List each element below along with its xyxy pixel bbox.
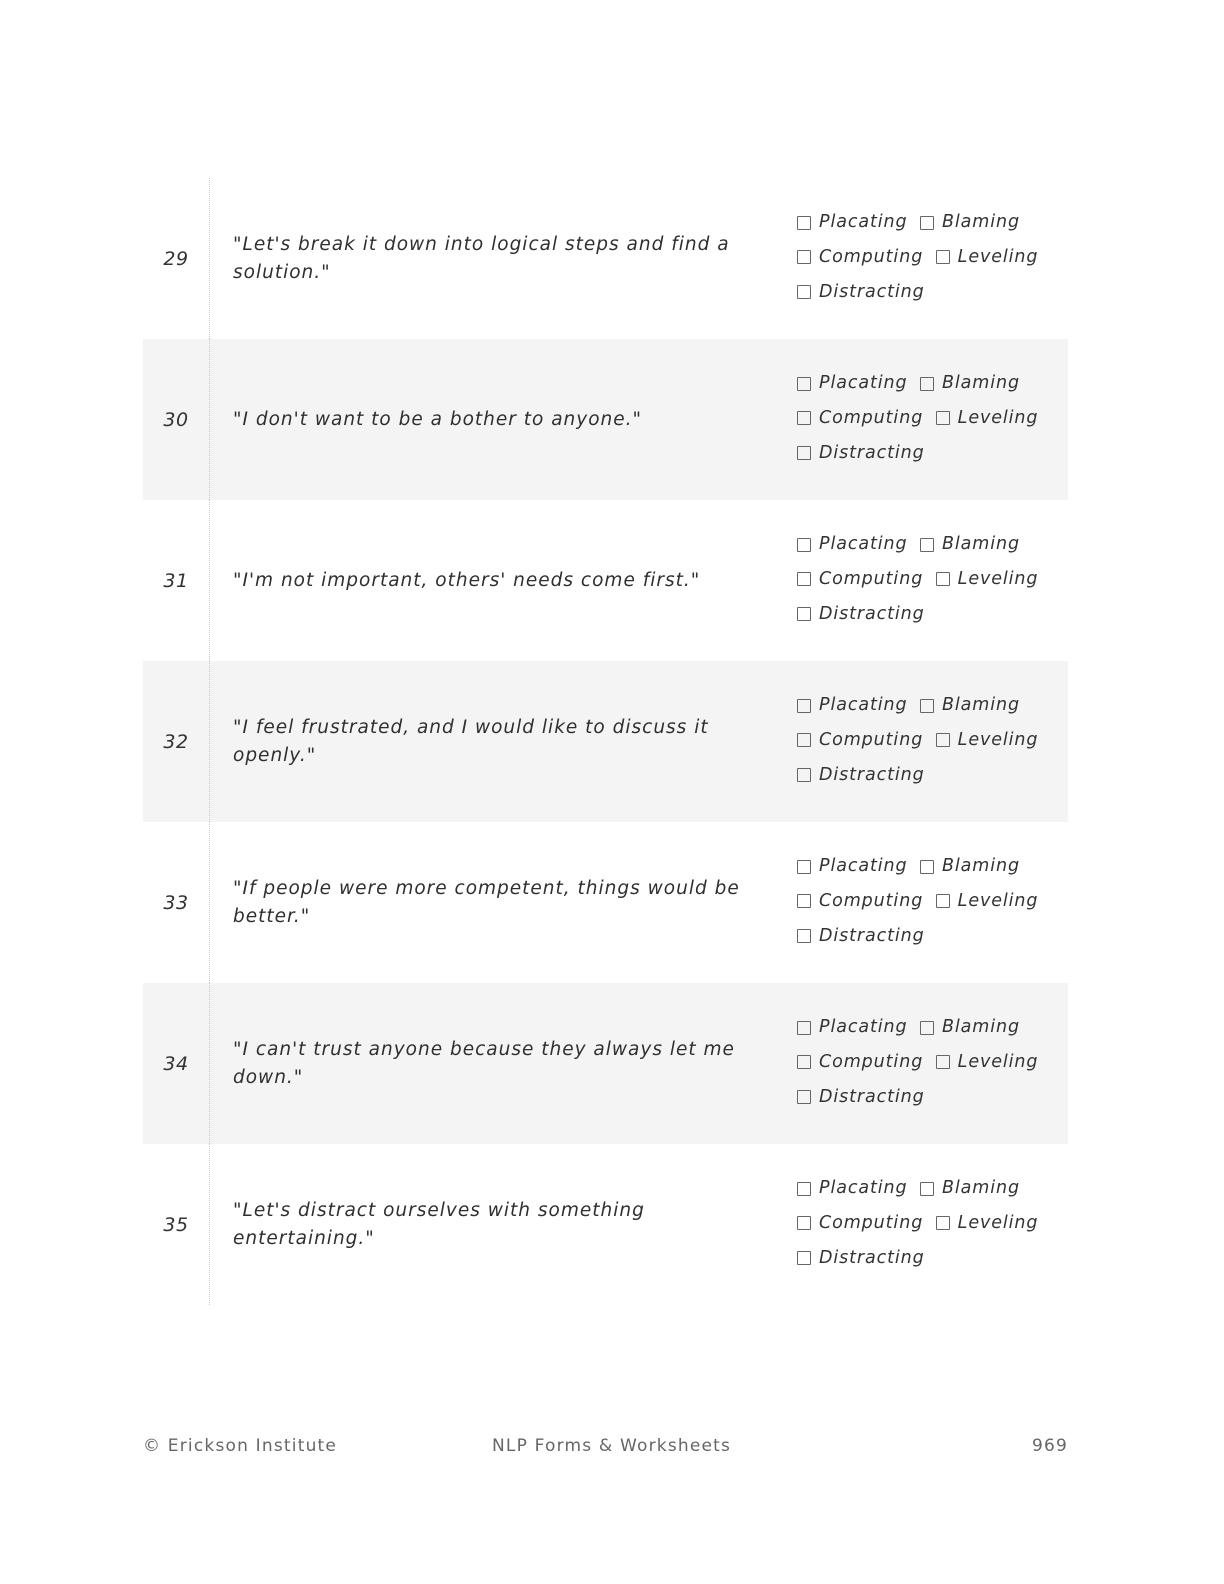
option-label: Placating: [819, 212, 908, 233]
option-distracting[interactable]: [797, 437, 925, 470]
option-label: Distracting: [819, 925, 925, 946]
checkbox-distracting[interactable]: [797, 929, 811, 943]
option-label: Distracting: [819, 603, 925, 624]
checkbox-distracting[interactable]: [797, 768, 811, 782]
option-label: Computing: [819, 1052, 924, 1073]
option-label: Distracting: [819, 1086, 925, 1107]
option-distracting[interactable]: [797, 598, 925, 631]
checkbox-leveling[interactable]: [936, 1055, 950, 1069]
row-number: 34: [163, 1052, 189, 1075]
column-divider: [209, 983, 210, 1144]
checkbox-leveling[interactable]: [936, 1216, 950, 1230]
option-blaming[interactable]: [920, 367, 1020, 400]
row-number: 33: [163, 891, 189, 914]
checkbox-leveling[interactable]: [936, 894, 950, 908]
option-label: Distracting: [819, 1247, 925, 1268]
option-label: Blaming: [941, 212, 1020, 233]
option-leveling[interactable]: [936, 1046, 1039, 1079]
option-leveling[interactable]: [936, 885, 1039, 918]
table-row-32: [143, 661, 1068, 822]
option-computing[interactable]: [797, 724, 923, 757]
option-group: [797, 206, 1057, 310]
option-computing[interactable]: [797, 241, 923, 274]
option-leveling[interactable]: [936, 1207, 1039, 1240]
checkbox-blaming[interactable]: [920, 377, 934, 391]
checkbox-blaming[interactable]: [920, 1182, 934, 1196]
option-label: Distracting: [819, 764, 925, 785]
option-label: Leveling: [957, 569, 1039, 590]
checkbox-leveling[interactable]: [936, 250, 950, 264]
option-group: [797, 1011, 1057, 1115]
option-group: [797, 689, 1057, 793]
column-divider: [209, 1144, 210, 1305]
checkbox-placating[interactable]: [797, 216, 811, 230]
option-label: Leveling: [957, 891, 1039, 912]
option-placating[interactable]: [797, 689, 908, 722]
option-label: Leveling: [957, 408, 1039, 429]
page-number: 969: [1031, 1436, 1068, 1456]
row-number: 35: [163, 1213, 189, 1236]
table-row-29: [143, 178, 1068, 339]
worksheet-table: [143, 178, 1068, 1305]
checkbox-distracting[interactable]: [797, 1251, 811, 1265]
option-blaming[interactable]: [920, 206, 1020, 239]
option-label: Computing: [819, 730, 924, 751]
option-computing[interactable]: [797, 402, 923, 435]
table-row-33: [143, 822, 1068, 983]
option-label: Computing: [819, 891, 924, 912]
option-label: Leveling: [957, 1052, 1039, 1073]
option-distracting[interactable]: [797, 276, 925, 309]
checkbox-computing[interactable]: [797, 250, 811, 264]
checkbox-placating[interactable]: [797, 377, 811, 391]
option-distracting[interactable]: [797, 1242, 925, 1275]
checkbox-leveling[interactable]: [936, 572, 950, 586]
row-number: 32: [163, 730, 189, 753]
option-placating[interactable]: [797, 1172, 908, 1205]
statement-text: "I'm not important, others' needs come first.": [233, 569, 701, 591]
option-computing[interactable]: [797, 885, 923, 918]
statement-text: "I can't trust anyone because they always let me down.": [233, 1038, 735, 1088]
option-computing[interactable]: [797, 1207, 923, 1240]
option-label: Computing: [819, 569, 924, 590]
checkbox-distracting[interactable]: [797, 1090, 811, 1104]
statement-text: "I don't want to be a bother to anyone.": [233, 408, 643, 430]
checkbox-leveling[interactable]: [936, 733, 950, 747]
option-label: Placating: [819, 534, 908, 555]
checkbox-computing[interactable]: [797, 411, 811, 425]
footer-copyright: © Erickson Institute: [143, 1436, 338, 1456]
option-label: Computing: [819, 1213, 924, 1234]
option-group: [797, 367, 1057, 471]
option-label: Leveling: [957, 730, 1039, 751]
option-label: Distracting: [819, 442, 925, 463]
column-divider: [209, 661, 210, 822]
column-divider: [209, 822, 210, 983]
option-distracting[interactable]: [797, 920, 925, 953]
checkbox-placating[interactable]: [797, 1021, 811, 1035]
option-label: Placating: [819, 695, 908, 716]
checkbox-blaming[interactable]: [920, 860, 934, 874]
option-placating[interactable]: [797, 1011, 908, 1044]
checkbox-placating[interactable]: [797, 860, 811, 874]
option-label: Blaming: [941, 373, 1020, 394]
checkbox-distracting[interactable]: [797, 607, 811, 621]
column-divider: [209, 178, 210, 339]
checkbox-distracting[interactable]: [797, 285, 811, 299]
option-group: [797, 528, 1057, 632]
statement-text: "Let's break it down into logical steps and find a solution.": [233, 233, 730, 283]
option-blaming[interactable]: [920, 1172, 1020, 1205]
checkbox-placating[interactable]: [797, 538, 811, 552]
checkbox-blaming[interactable]: [920, 216, 934, 230]
option-leveling[interactable]: [936, 563, 1039, 596]
option-group: [797, 1172, 1057, 1276]
option-label: Placating: [819, 373, 908, 394]
option-label: Leveling: [957, 1213, 1039, 1234]
checkbox-placating[interactable]: [797, 699, 811, 713]
option-placating[interactable]: [797, 528, 908, 561]
checkbox-computing[interactable]: [797, 894, 811, 908]
footer-title: NLP Forms & Worksheets: [492, 1436, 732, 1456]
statement-text: "If people were more competent, things would be better.": [233, 877, 740, 927]
option-leveling[interactable]: [936, 402, 1039, 435]
checkbox-blaming[interactable]: [920, 538, 934, 552]
option-group: [797, 850, 1057, 954]
row-number: 31: [163, 569, 189, 592]
option-placating[interactable]: [797, 850, 908, 883]
option-blaming[interactable]: [920, 528, 1020, 561]
option-label: Blaming: [941, 695, 1020, 716]
option-label: Computing: [819, 247, 924, 268]
table-row-31: [143, 500, 1068, 661]
option-blaming[interactable]: [920, 689, 1020, 722]
option-label: Blaming: [941, 534, 1020, 555]
option-label: Distracting: [819, 281, 925, 302]
option-computing[interactable]: [797, 563, 923, 596]
option-blaming[interactable]: [920, 1011, 1020, 1044]
option-placating[interactable]: [797, 367, 908, 400]
checkbox-computing[interactable]: [797, 1216, 811, 1230]
column-divider: [209, 500, 210, 661]
option-label: Placating: [819, 1017, 908, 1038]
option-distracting[interactable]: [797, 1081, 925, 1114]
table-row-35: [143, 1144, 1068, 1305]
option-leveling[interactable]: [936, 724, 1039, 757]
checkbox-blaming[interactable]: [920, 699, 934, 713]
option-placating[interactable]: [797, 206, 908, 239]
option-label: Blaming: [941, 1178, 1020, 1199]
option-label: Blaming: [941, 1017, 1020, 1038]
option-blaming[interactable]: [920, 850, 1020, 883]
option-label: Placating: [819, 1178, 908, 1199]
checkbox-computing[interactable]: [797, 1055, 811, 1069]
row-number: 29: [163, 247, 189, 270]
option-label: Blaming: [941, 856, 1020, 877]
statement-text: "Let's distract ourselves with something entertaining.": [233, 1199, 645, 1249]
checkbox-distracting[interactable]: [797, 446, 811, 460]
column-divider: [209, 339, 210, 500]
checkbox-placating[interactable]: [797, 1182, 811, 1196]
checkbox-leveling[interactable]: [936, 411, 950, 425]
option-label: Computing: [819, 408, 924, 429]
checkbox-computing[interactable]: [797, 572, 811, 586]
checkbox-computing[interactable]: [797, 733, 811, 747]
table-row-30: [143, 339, 1068, 500]
table-row-34: [143, 983, 1068, 1144]
statement-text: "I feel frustrated, and I would like to discuss it openly.": [233, 716, 709, 766]
option-distracting[interactable]: [797, 759, 925, 792]
option-computing[interactable]: [797, 1046, 923, 1079]
row-number: 30: [163, 408, 189, 431]
checkbox-blaming[interactable]: [920, 1021, 934, 1035]
option-label: Placating: [819, 856, 908, 877]
option-label: Leveling: [957, 247, 1039, 268]
option-leveling[interactable]: [936, 241, 1039, 274]
